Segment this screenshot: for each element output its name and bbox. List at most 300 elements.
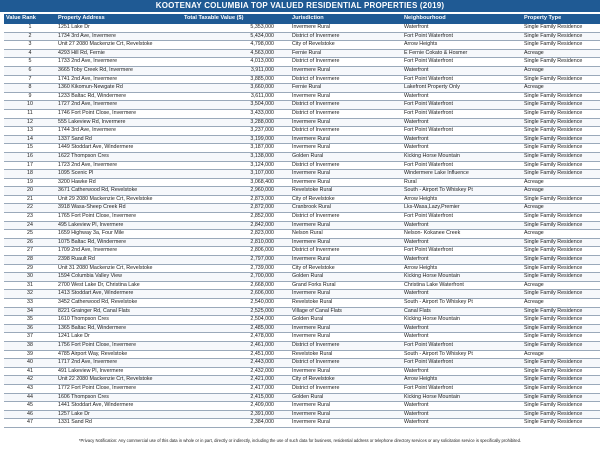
jurisdiction-cell: Invermere Rural [282, 178, 402, 187]
jurisdiction-cell: Invermere Rural [282, 419, 402, 428]
jurisdiction-cell: District of Invermere [282, 161, 402, 170]
property-type-cell: Single Family Residence [522, 333, 600, 342]
table-row [4, 264, 600, 273]
rank-cell: 19 [4, 178, 56, 187]
neighbourhood-cell: Kicking Horse Mountain [402, 273, 522, 282]
property-type-cell: Acreage [522, 84, 600, 93]
neighbourhood-cell: Kicking Horse Mountain [402, 316, 522, 325]
neighbourhood-cell: E Fernie Cokato & Hosmer [402, 49, 522, 58]
table-row [4, 324, 600, 333]
neighbourhood-cell: Waterfront [402, 367, 522, 376]
address-cell: 1717 2nd Ave, Invermere [56, 359, 182, 368]
value-cell: 2,739,000 [182, 264, 282, 273]
address-cell: 1741 2nd Ave, Invermere [56, 75, 182, 84]
jurisdiction-cell: Invermere Rural [282, 290, 402, 299]
property-type-cell: Single Family Residence [522, 135, 600, 144]
jurisdiction-cell: District of Invermere [282, 359, 402, 368]
table-row [4, 410, 600, 419]
table-row [4, 170, 600, 179]
neighbourhood-cell: South - Airport To Whiskey Pt [402, 350, 522, 359]
address-cell: 495 Lakeview Pl, Invermere [56, 221, 182, 230]
rank-cell: 2 [4, 32, 56, 41]
value-cell: 4,563,000 [182, 49, 282, 58]
address-cell: Unit 31 2080 Mackenzie Crt, Revelstoke [56, 264, 182, 273]
neighbourhood-cell: Waterfront [402, 144, 522, 153]
table-row [4, 118, 600, 127]
table-row [4, 419, 600, 428]
rank-cell: 22 [4, 204, 56, 213]
jurisdiction-cell: Invermere Rural [282, 333, 402, 342]
rank-cell: 18 [4, 170, 56, 179]
table-row [4, 144, 600, 153]
address-cell: 1331 Sand Rd [56, 419, 182, 428]
address-cell: 1756 Fort Point Close, Invermere [56, 341, 182, 350]
value-cell: 3,068,400 [182, 178, 282, 187]
table-row [4, 187, 600, 196]
table-row [4, 376, 600, 385]
col-header-property-type: Property Type [522, 14, 600, 24]
value-cell: 3,885,000 [182, 75, 282, 84]
value-cell: 2,606,000 [182, 290, 282, 299]
value-cell: 2,432,000 [182, 367, 282, 376]
jurisdiction-cell: Invermere Rural [282, 66, 402, 75]
address-cell: 1413 Stoddart Ave, Windermere [56, 290, 182, 299]
rank-cell: 12 [4, 118, 56, 127]
value-cell: 2,852,000 [182, 213, 282, 222]
rank-cell: 5 [4, 58, 56, 67]
rank-cell: 31 [4, 281, 56, 290]
neighbourhood-cell: Waterfront [402, 66, 522, 75]
address-cell: 1075 Baltac Rd, Windermere [56, 238, 182, 247]
neighbourhood-cell: Kicking Horse Mountain [402, 393, 522, 402]
table-header-row [4, 14, 600, 24]
jurisdiction-cell: City of Revelstoke [282, 264, 402, 273]
jurisdiction-cell: District of Invermere [282, 341, 402, 350]
value-cell: 2,842,000 [182, 221, 282, 230]
rank-cell: 20 [4, 187, 56, 196]
table-row [4, 316, 600, 325]
rank-cell: 4 [4, 49, 56, 58]
table-row [4, 152, 600, 161]
rank-cell: 39 [4, 350, 56, 359]
table-row [4, 221, 600, 230]
value-cell: 3,237,000 [182, 127, 282, 136]
neighbourhood-cell: Waterfront [402, 419, 522, 428]
jurisdiction-cell: Invermere Rural [282, 402, 402, 411]
jurisdiction-cell: Invermere Rural [282, 144, 402, 153]
address-cell: 1723 2nd Ave, Invermere [56, 161, 182, 170]
rank-cell: 1 [4, 24, 56, 33]
jurisdiction-cell: District of Invermere [282, 75, 402, 84]
jurisdiction-cell: District of Invermere [282, 213, 402, 222]
rank-cell: 21 [4, 195, 56, 204]
property-type-cell: Single Family Residence [522, 324, 600, 333]
address-cell: 1746 Fort Point Close, Invermere [56, 109, 182, 118]
neighbourhood-cell: Fort Point Waterfront [402, 127, 522, 136]
neighbourhood-cell: South - Airport To Whiskey Pt [402, 299, 522, 308]
jurisdiction-cell: Invermere Rural [282, 410, 402, 419]
table-row [4, 101, 600, 110]
value-cell: 2,540,000 [182, 299, 282, 308]
property-type-cell: Single Family Residence [522, 238, 600, 247]
neighbourhood-cell: Fort Point Waterfront [402, 101, 522, 110]
property-type-cell: Single Family Residence [522, 161, 600, 170]
value-cell: 2,409,000 [182, 402, 282, 411]
rank-cell: 37 [4, 333, 56, 342]
address-cell: 1765 Fort Point Close, Invermere [56, 213, 182, 222]
rank-cell: 16 [4, 152, 56, 161]
neighbourhood-cell: Nelson- Kokanee Creek [402, 230, 522, 239]
neighbourhood-cell: Arrow Heights [402, 264, 522, 273]
neighbourhood-cell: Kicking Horse Mountain [402, 152, 522, 161]
table-row [4, 384, 600, 393]
neighbourhood-cell: Waterfront [402, 256, 522, 265]
col-header-value-rank: Value Rank [4, 14, 56, 24]
address-cell: 3200 Hawke Rd [56, 178, 182, 187]
property-type-cell: Single Family Residence [522, 152, 600, 161]
property-type-cell: Single Family Residence [522, 367, 600, 376]
jurisdiction-cell: Invermere Rural [282, 118, 402, 127]
rank-cell: 9 [4, 92, 56, 101]
address-cell: 1251 Lake Dr [56, 24, 182, 33]
neighbourhood-cell: Arrow Heights [402, 41, 522, 50]
address-cell: 1659 Highway 3a, Four Mile [56, 230, 182, 239]
address-cell: 1727 2nd Ave, Invermere [56, 101, 182, 110]
jurisdiction-cell: Invermere Rural [282, 367, 402, 376]
value-cell: 2,960,000 [182, 187, 282, 196]
value-cell: 2,421,000 [182, 376, 282, 385]
address-cell: 3918 Wasa-Sheep Creek Rd [56, 204, 182, 213]
col-header-total-taxable-value: Total Taxable Value ($) [182, 14, 282, 24]
rank-cell: 30 [4, 273, 56, 282]
table-row [4, 195, 600, 204]
value-cell: 3,911,000 [182, 66, 282, 75]
neighbourhood-cell: Waterfront [402, 221, 522, 230]
address-cell: 555 Lakeview Rd, Invermere [56, 118, 182, 127]
privacy-notice: *Privacy Notification: Any commercial use of this data in whole or in part, directly or indirectly, including the use of such data for business, residential address or telephone directory services or any solicitation service is specifically prohibited. [78, 438, 522, 443]
table-row [4, 41, 600, 50]
neighbourhood-cell: Lks-Wasa,Lazy,Premier [402, 204, 522, 213]
jurisdiction-cell: Revelstoke Rural [282, 299, 402, 308]
table-row [4, 58, 600, 67]
address-cell: 1772 Fort Point Close, Invermere [56, 384, 182, 393]
col-header-neighbourhood: Neighbourhood [402, 14, 522, 24]
table-row [4, 66, 600, 75]
jurisdiction-cell: Revelstoke Rural [282, 350, 402, 359]
address-cell: 3452 Catherwood Rd, Revelstoke [56, 299, 182, 308]
value-cell: 2,823,000 [182, 230, 282, 239]
value-cell: 4,013,000 [182, 58, 282, 67]
property-type-cell: Single Family Residence [522, 410, 600, 419]
neighbourhood-cell: Canal Flats [402, 307, 522, 316]
jurisdiction-cell: Revelstoke Rural [282, 187, 402, 196]
address-cell: 3665 Toby Creek Rd, Invermere [56, 66, 182, 75]
neighbourhood-cell: Rural [402, 178, 522, 187]
value-cell: 2,873,000 [182, 195, 282, 204]
jurisdiction-cell: Cranbrook Rural [282, 204, 402, 213]
address-cell: 3671 Catherwood Rd, Revelstoke [56, 187, 182, 196]
property-type-cell: Acreage [522, 204, 600, 213]
address-cell: 8221 Grainger Rd, Canal Flats [56, 307, 182, 316]
rank-cell: 17 [4, 161, 56, 170]
address-cell: 1241 Lake Dr [56, 333, 182, 342]
rank-cell: 47 [4, 419, 56, 428]
value-cell: 2,415,000 [182, 393, 282, 402]
neighbourhood-cell: Arrow Heights [402, 195, 522, 204]
jurisdiction-cell: Golden Rural [282, 316, 402, 325]
neighbourhood-cell: Waterfront [402, 24, 522, 33]
neighbourhood-cell: Fort Point Waterfront [402, 341, 522, 350]
rank-cell: 11 [4, 109, 56, 118]
jurisdiction-cell: Golden Rural [282, 273, 402, 282]
jurisdiction-cell: District of Invermere [282, 101, 402, 110]
rank-cell: 35 [4, 316, 56, 325]
rank-cell: 29 [4, 264, 56, 273]
table-row [4, 333, 600, 342]
address-cell: 1744 3rd Ave, Invermere [56, 127, 182, 136]
neighbourhood-cell: Fort Point Waterfront [402, 32, 522, 41]
value-cell: 3,433,000 [182, 109, 282, 118]
address-cell: 2398 Ruault Rd [56, 256, 182, 265]
value-cell: 2,668,000 [182, 281, 282, 290]
property-type-cell: Single Family Residence [522, 75, 600, 84]
property-type-cell: Single Family Residence [522, 118, 600, 127]
property-type-cell: Single Family Residence [522, 213, 600, 222]
table-row [4, 204, 600, 213]
address-cell: 1622 Thompson Cres [56, 152, 182, 161]
address-cell: 1610 Thompson Cres [56, 316, 182, 325]
neighbourhood-cell: Fort Point Waterfront [402, 161, 522, 170]
address-cell: 1360 Kikomun-Newgate Rd [56, 84, 182, 93]
address-cell: 4293 Hill Rd, Fernie [56, 49, 182, 58]
neighbourhood-cell: Waterfront [402, 92, 522, 101]
value-cell: 2,461,000 [182, 341, 282, 350]
table-row [4, 281, 600, 290]
property-type-cell: Acreage [522, 49, 600, 58]
property-type-cell: Single Family Residence [522, 92, 600, 101]
value-cell: 2,504,000 [182, 316, 282, 325]
value-cell: 3,138,000 [182, 152, 282, 161]
address-cell: 1095 Scenic Pl [56, 170, 182, 179]
rank-cell: 42 [4, 376, 56, 385]
jurisdiction-cell: Invermere Rural [282, 221, 402, 230]
property-type-cell: Single Family Residence [522, 247, 600, 256]
property-type-cell: Acreage [522, 178, 600, 187]
table-row [4, 92, 600, 101]
rank-cell: 38 [4, 341, 56, 350]
neighbourhood-cell: Waterfront [402, 290, 522, 299]
property-type-cell: Single Family Residence [522, 58, 600, 67]
neighbourhood-cell: Lakefront Property Only [402, 84, 522, 93]
value-cell: 3,660,000 [182, 84, 282, 93]
rank-cell: 32 [4, 290, 56, 299]
rank-cell: 46 [4, 410, 56, 419]
rank-cell: 34 [4, 307, 56, 316]
jurisdiction-cell: Invermere Rural [282, 170, 402, 179]
jurisdiction-cell: Village of Canal Flats [282, 307, 402, 316]
table-row [4, 230, 600, 239]
jurisdiction-cell: City of Revelstoke [282, 195, 402, 204]
value-cell: 2,451,000 [182, 350, 282, 359]
table-row [4, 290, 600, 299]
rank-cell: 6 [4, 66, 56, 75]
rank-cell: 8 [4, 84, 56, 93]
value-cell: 2,700,000 [182, 273, 282, 282]
value-cell: 2,417,000 [182, 384, 282, 393]
value-cell: 2,485,000 [182, 324, 282, 333]
property-type-cell: Acreage [522, 281, 600, 290]
rank-cell: 41 [4, 367, 56, 376]
rank-cell: 33 [4, 299, 56, 308]
value-cell: 3,288,000 [182, 118, 282, 127]
jurisdiction-cell: Fernie Rural [282, 49, 402, 58]
rank-cell: 44 [4, 393, 56, 402]
property-type-cell: Single Family Residence [522, 341, 600, 350]
table-row [4, 109, 600, 118]
neighbourhood-cell: Fort Point Waterfront [402, 247, 522, 256]
property-type-cell: Single Family Residence [522, 144, 600, 153]
neighbourhood-cell: Waterfront [402, 333, 522, 342]
rank-cell: 28 [4, 256, 56, 265]
neighbourhood-cell: Fort Point Waterfront [402, 359, 522, 368]
table-row [4, 273, 600, 282]
value-cell: 5,353,000 [182, 24, 282, 33]
property-type-cell: Single Family Residence [522, 256, 600, 265]
value-cell: 3,199,000 [182, 135, 282, 144]
property-type-cell: Single Family Residence [522, 290, 600, 299]
rank-cell: 15 [4, 144, 56, 153]
address-cell: 1257 Lake Dr [56, 410, 182, 419]
table-row [4, 24, 600, 33]
property-type-cell: Single Family Residence [522, 195, 600, 204]
neighbourhood-cell: Fort Point Waterfront [402, 109, 522, 118]
address-cell: 1709 2nd Ave, Invermere [56, 247, 182, 256]
value-cell: 2,478,000 [182, 333, 282, 342]
property-type-cell: Acreage [522, 299, 600, 308]
address-cell: 2700 West Lake Dr, Christina Lake [56, 281, 182, 290]
rank-cell: 13 [4, 127, 56, 136]
rank-cell: 26 [4, 238, 56, 247]
rank-cell: 23 [4, 213, 56, 222]
neighbourhood-cell: Waterfront [402, 238, 522, 247]
jurisdiction-cell: Invermere Rural [282, 256, 402, 265]
jurisdiction-cell: Golden Rural [282, 393, 402, 402]
rank-cell: 25 [4, 230, 56, 239]
property-type-cell: Single Family Residence [522, 264, 600, 273]
jurisdiction-cell: Grand Forks Rural [282, 281, 402, 290]
table-row [4, 359, 600, 368]
rank-cell: 10 [4, 101, 56, 110]
value-cell: 3,187,000 [182, 144, 282, 153]
table-row [4, 307, 600, 316]
rank-cell: 7 [4, 75, 56, 84]
table-row [4, 238, 600, 247]
property-type-cell: Single Family Residence [522, 316, 600, 325]
property-type-cell: Single Family Residence [522, 32, 600, 41]
jurisdiction-cell: Invermere Rural [282, 92, 402, 101]
address-cell: 1734 3rd Ave, Invermere [56, 32, 182, 41]
property-type-cell: Acreage [522, 350, 600, 359]
jurisdiction-cell: District of Invermere [282, 58, 402, 67]
value-cell: 2,810,000 [182, 238, 282, 247]
jurisdiction-cell: Fernie Rural [282, 84, 402, 93]
address-cell: 1594 Columbia Valley View [56, 273, 182, 282]
address-cell: Unit 29 2080 Mackenzie Crt, Revelstoke [56, 195, 182, 204]
neighbourhood-cell: Waterfront [402, 402, 522, 411]
rank-cell: 27 [4, 247, 56, 256]
rank-cell: 36 [4, 324, 56, 333]
property-type-cell: Acreage [522, 66, 600, 75]
neighbourhood-cell: Windermere Lake Influence [402, 170, 522, 179]
value-cell: 2,806,000 [182, 247, 282, 256]
value-cell: 3,107,000 [182, 170, 282, 179]
table-row [4, 135, 600, 144]
neighbourhood-cell: Fort Point Waterfront [402, 384, 522, 393]
jurisdiction-cell: District of Invermere [282, 127, 402, 136]
property-type-cell: Single Family Residence [522, 170, 600, 179]
address-cell: 1733 2nd Ave, Invermere [56, 58, 182, 67]
neighbourhood-cell: Fort Point Waterfront [402, 58, 522, 67]
jurisdiction-cell: Golden Rural [282, 152, 402, 161]
jurisdiction-cell: District of Invermere [282, 247, 402, 256]
jurisdiction-cell: District of Invermere [282, 32, 402, 41]
address-cell: 1441 Stoddart Ave, Windermere [56, 402, 182, 411]
value-cell: 5,434,000 [182, 32, 282, 41]
table-row [4, 213, 600, 222]
value-cell: 2,872,000 [182, 204, 282, 213]
property-type-cell: Single Family Residence [522, 127, 600, 136]
table-row [4, 393, 600, 402]
table-row [4, 341, 600, 350]
address-cell: 1449 Stoddart Ave, Windermere [56, 144, 182, 153]
table-row [4, 350, 600, 359]
property-type-cell: Single Family Residence [522, 376, 600, 385]
jurisdiction-cell: Invermere Rural [282, 24, 402, 33]
neighbourhood-cell: Waterfront [402, 135, 522, 144]
table-row [4, 178, 600, 187]
property-type-cell: Single Family Residence [522, 384, 600, 393]
property-type-cell: Acreage [522, 187, 600, 196]
rank-cell: 45 [4, 402, 56, 411]
table-row [4, 127, 600, 136]
rank-cell: 24 [4, 221, 56, 230]
property-type-cell: Single Family Residence [522, 359, 600, 368]
jurisdiction-cell: Invermere Rural [282, 238, 402, 247]
table-row [4, 49, 600, 58]
property-type-cell: Single Family Residence [522, 393, 600, 402]
property-type-cell: Single Family Residence [522, 273, 600, 282]
property-type-cell: Single Family Residence [522, 402, 600, 411]
value-cell: 2,443,000 [182, 359, 282, 368]
jurisdiction-cell: District of Invermere [282, 384, 402, 393]
address-cell: 491 Lakeview Pl, Invermere [56, 367, 182, 376]
rank-cell: 3 [4, 41, 56, 50]
neighbourhood-cell: Christina Lake Waterfront [402, 281, 522, 290]
neighbourhood-cell: Waterfront [402, 410, 522, 419]
rank-cell: 40 [4, 359, 56, 368]
value-cell: 3,504,000 [182, 101, 282, 110]
value-cell: 3,611,000 [182, 92, 282, 101]
col-header-jurisdiction: Jurisdiction [282, 14, 402, 24]
table-row [4, 84, 600, 93]
address-cell: 4785 Airport Way, Revelstoke [56, 350, 182, 359]
rank-cell: 14 [4, 135, 56, 144]
table-row [4, 299, 600, 308]
address-cell: Unit 22 2080 Mackenzie Crt, Revelstoke [56, 376, 182, 385]
address-cell: Unit 27 2080 Mackenzie Crt, Revelstoke [56, 41, 182, 50]
value-cell: 2,384,000 [182, 419, 282, 428]
jurisdiction-cell: City of Revelstoke [282, 376, 402, 385]
